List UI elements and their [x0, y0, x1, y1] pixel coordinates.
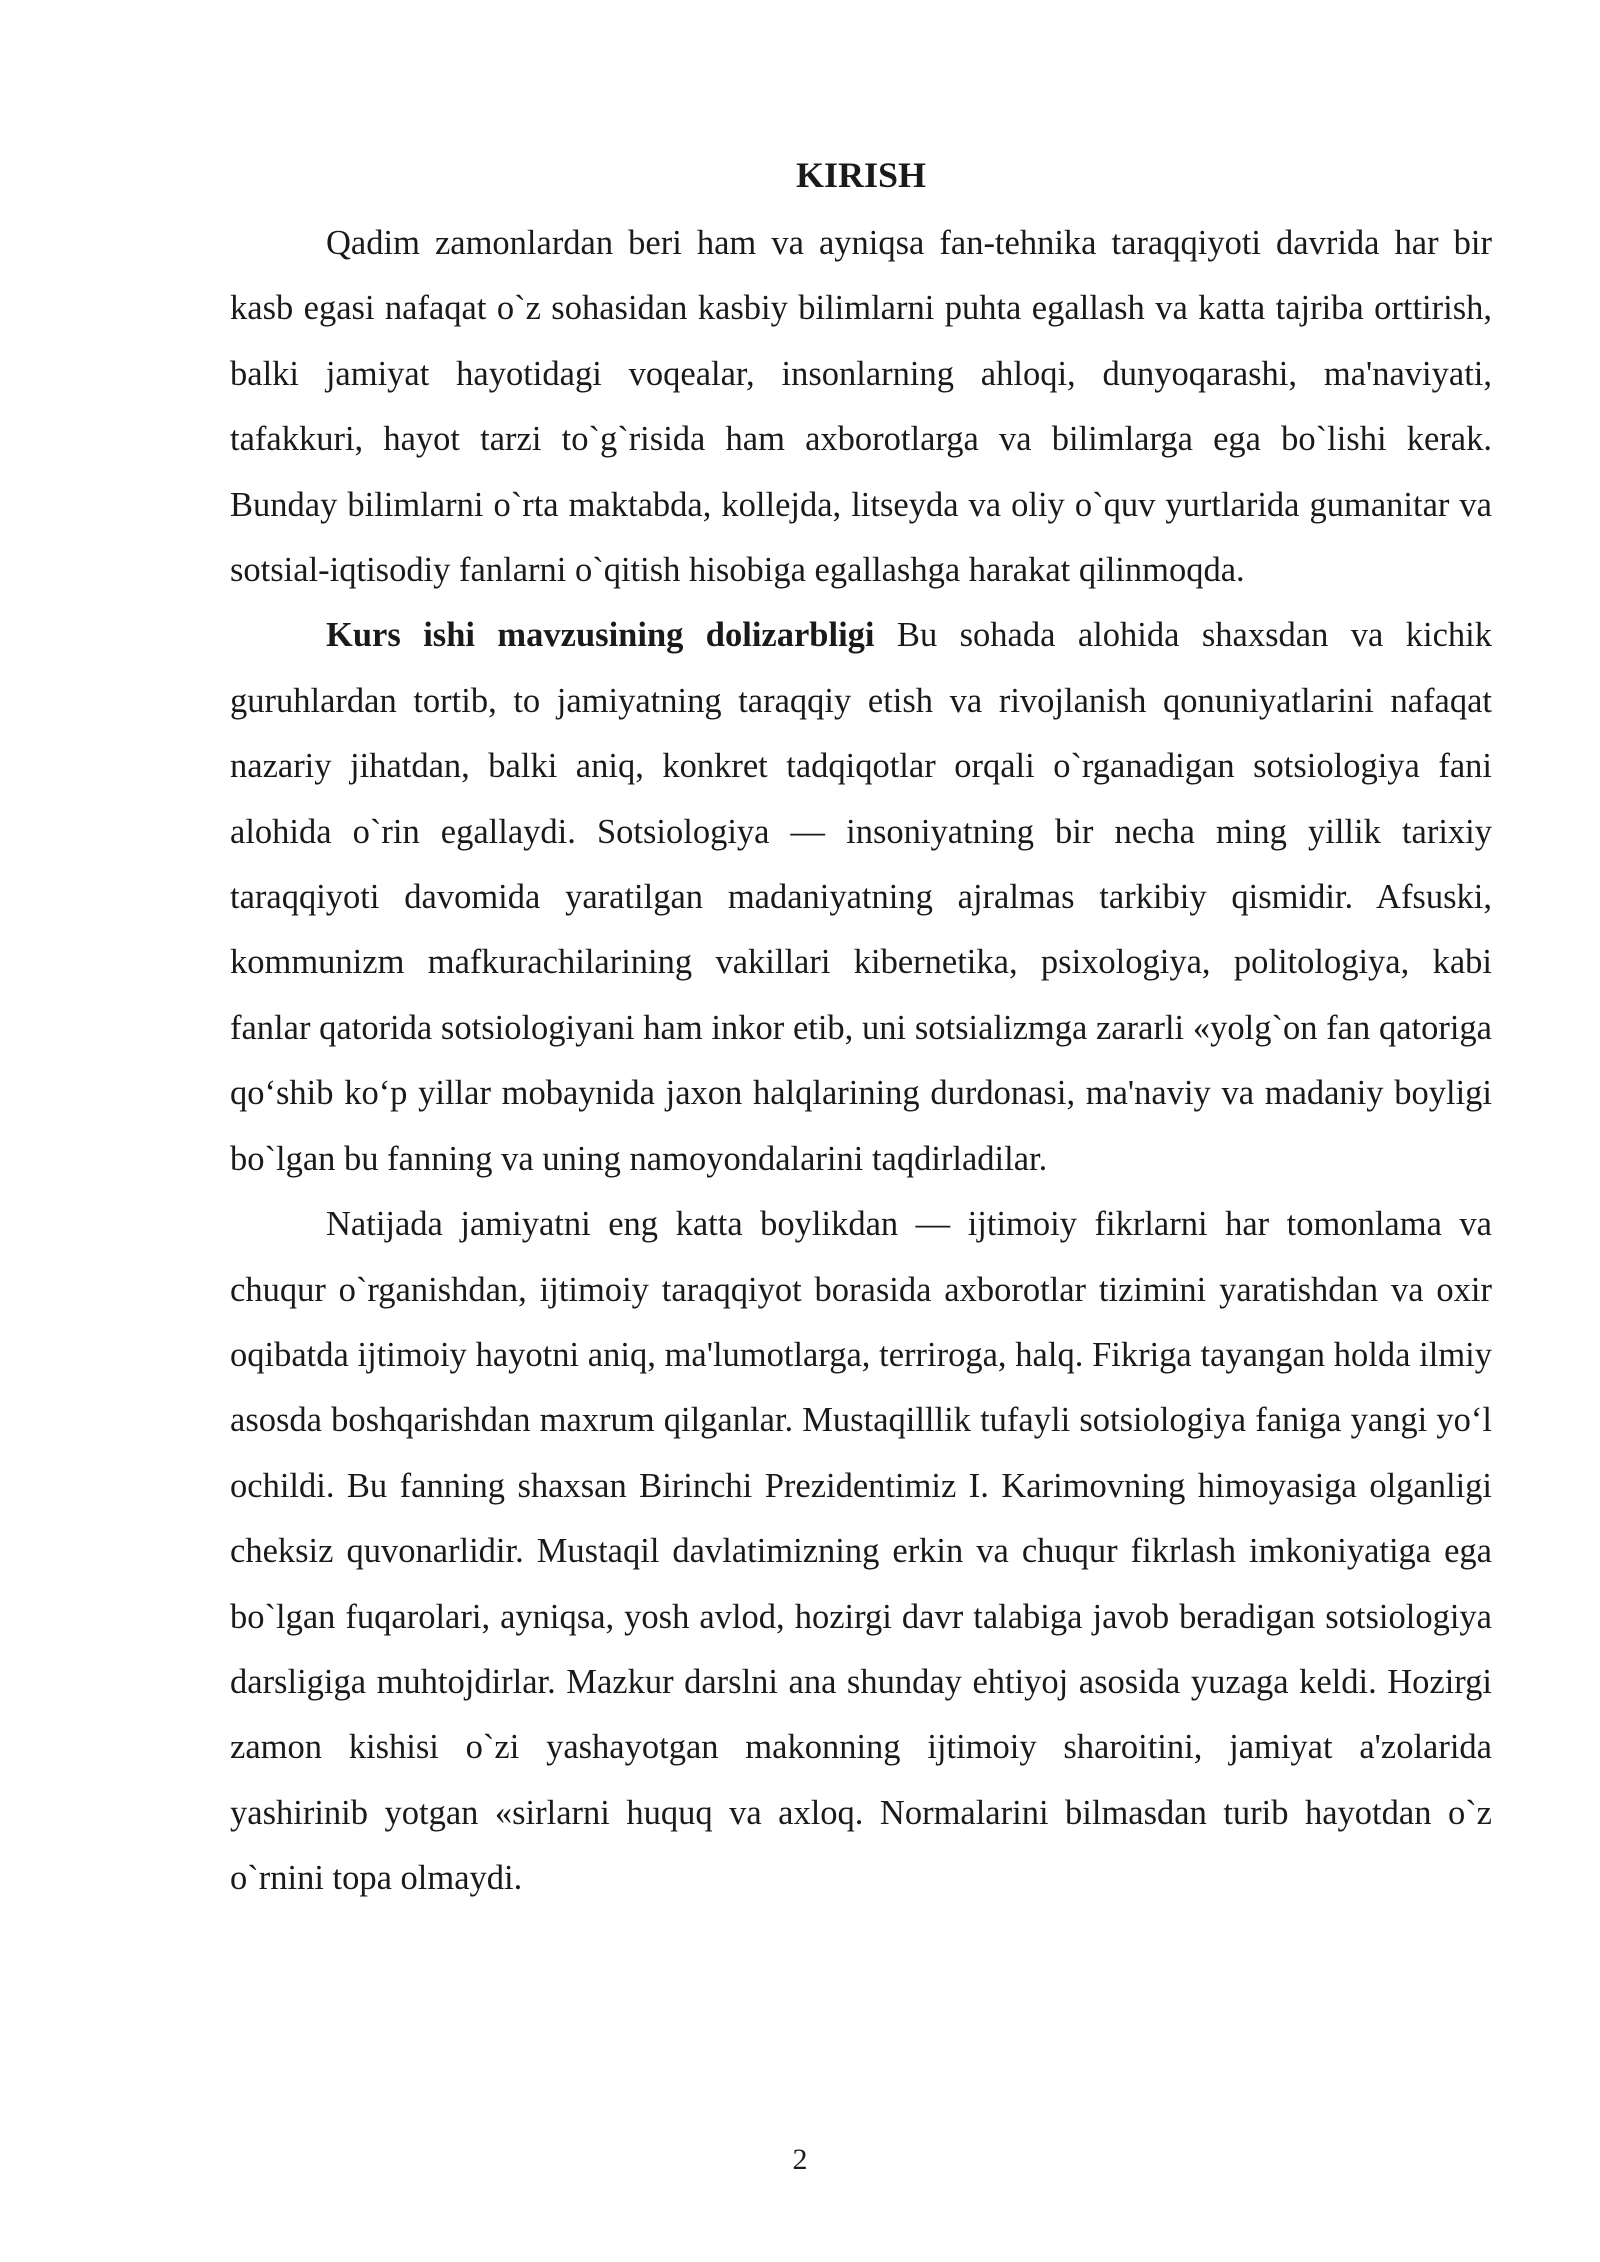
page-content — [230, 150, 1492, 1912]
paragraph-intro-text: Qadim zamonlardan beri ham va ayniqsa fan-tehnika taraqqiyoti davrida har bir kasb egasi nafaqat o`z sohasidan kasbiy bilimlarni puhta egallash va katta tajriba orttirish, balki jamiyat hayotidagi voqealar, insonlarning ahloqi, dunyoqarashi, ma'naviyati, tafakkuri, hayot tarzi to`g`risida ham axborotlarga va bilimlarga ega bo`lishi kerak. Bunday bilimlarni o`rta maktabda, kollejda, litseyda va oliy o`quv yurtlarida gumanitar va sotsial-iqtisodiy fanlarni o`qitish hisobiga egallashga harakat qilinmoqda. — [230, 224, 1492, 590]
page-number: 2 — [792, 2143, 808, 2176]
paragraph-relevance-text: Bu sohada alohida shaxsdan va kichik guruhlardan tortib, to jamiyatning taraqqiy etish va rivojlanish qonuniyatlarini nafaqat nazariy jihatdan, balki aniq, konkret tadqiqotlar orqali o`rganadigan sotsiologiya fani alohida o`rin egallaydi. Sotsiologiya — insoniyatning bir necha ming yillik tarixiy taraqqiyoti davomida yaratilgan madaniyatning ajralmas tarkibiy qismidir. Afsuski, kommunizm mafkurachilarining vakillari kibernetika, psixologiya, politologiya, kabi fanlar qatorida sotsiologiyani ham inkor etib, uni sotsializmga zararli «yolg`on fan qatoriga qo‘shib ko‘p yillar mobaynida jaxon halqlarining durdonasi, ma'naviy va madaniy boyligi bo`lgan bu fanning va uning namoyondalarini taqdirladilar. — [230, 616, 1492, 1178]
paragraph-result — [230, 1192, 1492, 1911]
paragraph-relevance — [230, 603, 1492, 1192]
paragraph-result-text: Natijada jamiyatni eng katta boylikdan — ijtimoiy fikrlarni har tomonlama va chuqur o`rganishdan, ijtimoiy taraqqiyot borasida axborotlar tizimini yaratishdan va oxir oqibatda ijtimoiy hayotni aniq, ma'lumotlarga, terriroga, halq. Fikriga tayangan holda ilmiy asosda boshqarishdan maxrum qilganlar. Mustaqilllik tufayli sotsiologiya faniga yangi yo‘l ochildi. Bu fanning shaxsan Birinchi Prezidentimiz I. Karimovning himoyasiga olganligi cheksiz quvonarlidir. Mustaqil davlatimizning erkin va chuqur fikrlash imkoniyatiga ega bo`lgan fuqarolari, ayniqsa, yosh avlod, hozirgi davr talabiga javob beradigan sotsiologiya darsligiga muhtojdirlar. Mazkur darslni ana shunday ehtiyoj asosida yuzaga keldi. Hozirgi zamon kishisi o`zi yashayotgan makonning ijtimoiy sharoitini, jamiyat a'zolarida yashirinib yotgan «sirlarni huquq va axloq. Normalarini bilmasdan turib hayotdan o`z o`rnini topa olmaydi. — [230, 1205, 1492, 1898]
paragraph-intro — [230, 211, 1492, 603]
paragraph-relevance-heading: Kurs ishi mavzusining dolizarbligi — [326, 616, 875, 655]
page-title: KIRISH — [795, 155, 927, 195]
